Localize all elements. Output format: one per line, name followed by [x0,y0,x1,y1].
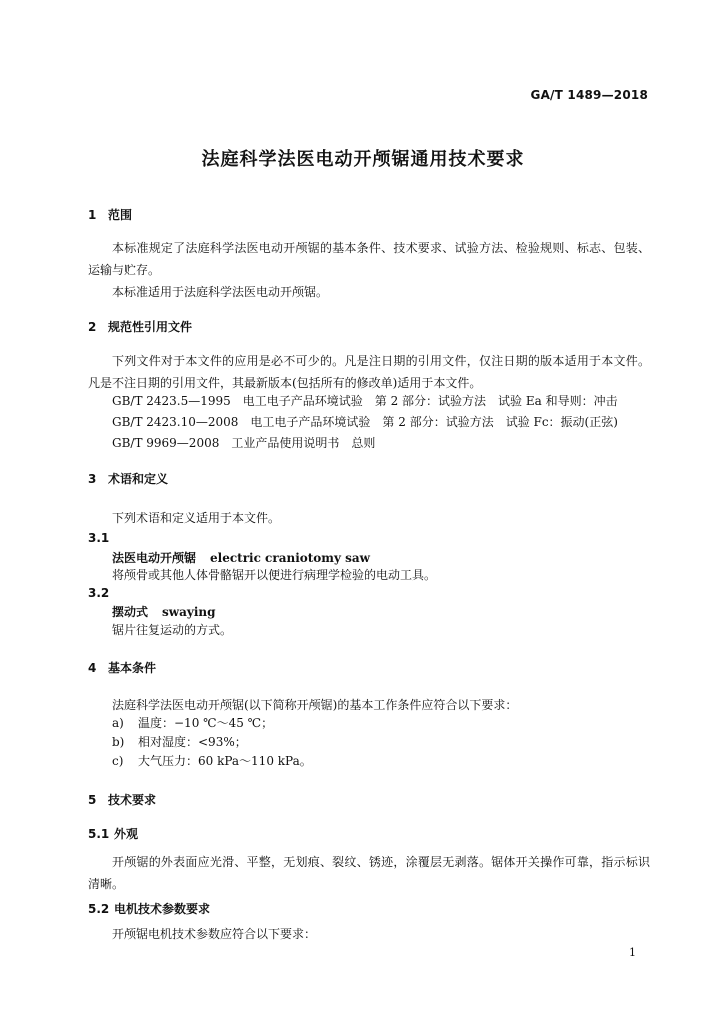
section-number: 4 [88,661,97,675]
normative-reference: GB/T 2423.5—1995 电工电子产品环境试验 第 2 部分：试验方法 试验 Ea 和导则：冲击 [112,394,618,408]
subsection-title: 外观 [114,827,139,841]
term-chinese: 摆动式 [112,605,149,619]
section-title: 基本条件 [108,661,157,675]
page-number: 1 [629,946,636,959]
list-text: 大气压力：60 kPa～110 kPa。 [138,754,312,768]
document-code: GA/T 1489—2018 [530,88,648,102]
section-title: 规范性引用文件 [108,320,193,334]
section-title: 技术要求 [108,793,157,807]
term-english: swaying [162,605,216,619]
subsection-5-2-heading [88,900,210,917]
subsection-5-1-paragraph: 开颅锯的外表面应光滑、平整，无划痕、裂纹、锈迹，涂覆层无剥落。锯体开关操作可靠，指示标识清晰。 [88,855,650,891]
section-2-heading [88,318,192,335]
term-entry [112,603,216,620]
term-number: 3.2 [88,586,110,600]
term-chinese: 法医电动开颅锯 [112,551,197,565]
section-number: 3 [88,472,97,486]
list-text: 相对湿度：<93%； [138,735,247,749]
list-text: 温度：−10 ℃～45 ℃； [138,716,274,730]
section-1-paragraph-1: 本标准规定了法庭科学法医电动开颅锯的基本条件、技术要求、试验方法、检验规则、标志、包装、运输与贮存。 [88,241,650,277]
list-item [112,753,312,769]
section-3-heading [88,470,168,487]
list-label: b) [112,735,125,749]
section-1-paragraph-2: 本标准适用于法庭科学法医电动开颅锯。 [112,285,329,299]
section-1-heading [88,206,132,223]
term-number: 3.1 [88,531,110,545]
term-entry [112,549,370,566]
section-5-heading [88,791,156,808]
section-title: 范围 [108,208,133,222]
subsection-5-2-paragraph: 开颅锯电机技术参数应符合以下要求： [112,927,317,941]
list-label: a) [112,716,124,730]
list-label: c) [112,754,124,768]
term-definition: 将颅骨或其他人体骨骼锯开以便进行病理学检验的电动工具。 [112,568,437,582]
term-definition: 锯片往复运动的方式。 [112,623,233,637]
section-number: 2 [88,320,97,334]
normative-reference: GB/T 9969—2008 工业产品使用说明书 总则 [112,436,376,450]
section-3-paragraph-1: 下列术语和定义适用于本文件。 [112,511,281,525]
subsection-title: 电机技术参数要求 [114,902,211,916]
subsection-number: 5.1 [88,827,110,841]
list-item [112,734,247,750]
section-4-paragraph-1: 法庭科学法医电动开颅锯(以下简称开颅锯)的基本工作条件应符合以下要求： [112,698,518,712]
section-4-heading [88,659,156,676]
section-number: 1 [88,208,97,222]
subsection-number: 5.2 [88,902,110,916]
section-2-paragraph-1: 下列文件对于本文件的应用是必不可少的。凡是注日期的引用文件，仅注日期的版本适用于本文件。凡是不注日期的引用文件，其最新版本(包括所有的修改单)适用于本文件。 [88,354,650,390]
list-item [112,715,273,731]
document-title: 法庭科学法医电动开颅锯通用技术要求 [201,149,525,170]
section-number: 5 [88,793,97,807]
normative-reference: GB/T 2423.10—2008 电工电子产品环境试验 第 2 部分：试验方法 试验 Fc：振动(正弦) [112,415,618,429]
section-title: 术语和定义 [108,472,169,486]
term-english: electric craniotomy saw [210,551,371,565]
subsection-5-1-heading [88,825,138,842]
